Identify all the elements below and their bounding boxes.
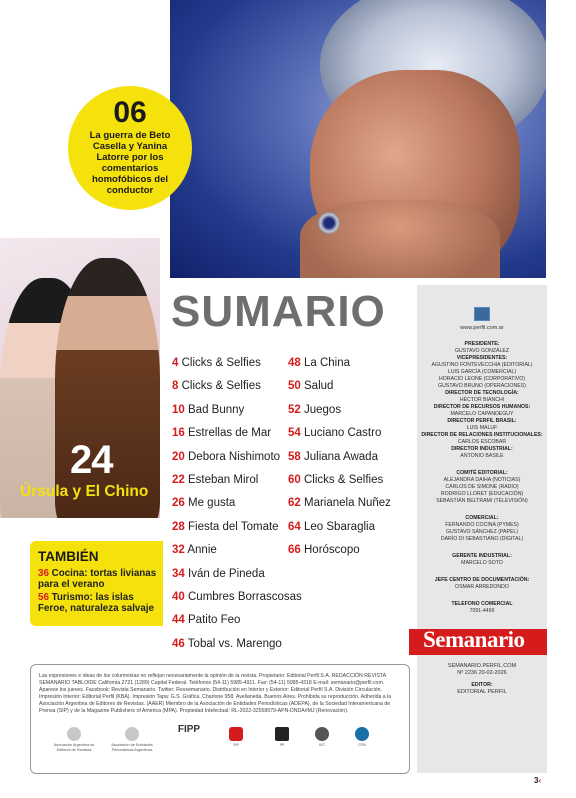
feature-24-photo[interactable] (0, 238, 160, 518)
contents-item[interactable]: 46 Tobal vs. Marengo (172, 637, 282, 650)
contents-item[interactable]: 26 Me gusta (172, 497, 236, 510)
cpa-icon (355, 727, 369, 741)
cpa-logo: CPA (347, 727, 377, 748)
brand-info: SEMANARIO.PERFIL.COM Nº 2236 20-02-2026 EDITOR: EDITORIAL PERFIL (417, 663, 547, 696)
tambien-item[interactable]: 36 Cocina: tortas livianas para el verano (38, 568, 157, 590)
contents-item[interactable]: 52 Juegos (288, 403, 342, 416)
contents-item[interactable]: 60 Clicks & Selfies (288, 474, 384, 487)
contents-item[interactable]: 22 Esteban Mirol (172, 474, 259, 487)
feature-06-text: La guerra de Beto Casella y Yanina Latorre por los comentarios homofóbicos del conductor (89, 130, 171, 196)
legal-text: Las expresiones e ideas de los columnistas no reflejan necesariamente la opinión de la revista. Propietario: Editorial Perfil S.A. REDACCIÓN REVISTA SEMANARIO TABLOIDE California 2721 (1289) Capital Federal. Teléfonos (54-11) 5985-4911. Fax: (54-11) 5985-4318 E-mail: semanario@perfil.com. Aparece los jueves. Facebook: Revista Semanario. Twitter: Revsemanario. Distribución en Interior y Exterior: Editorial Perfil S.A. División Circulación. Impresión Interior: Editorial Perfil (KBA). Impresión Tapa: G.S. Gráfica. Charlone 958. Avellaneda. Buenos Aires. Prohibida su reproducción. Adherida a la Asociación Argentina de Editores de Revistas. (AAER) Miembro de la Asociación de Entidades Periodísticas (ADEPA), de la Sociedad Interamericana de Prensa (SIP) y de la Magazine Publishers of America (MPA). Propiedad Intelectual: RL-2022-32558979-APN-DNDA#MJ (Renovación). (39, 673, 392, 714)
contents-item[interactable]: 48 La China (288, 357, 351, 369)
contents-item[interactable]: 4 Clicks & Selfies (172, 357, 261, 369)
contents-item[interactable]: 20 Debora Nishimoto (172, 450, 281, 463)
telefono-comercial: TELEFONO COMERCIAL 7091-4499 (451, 601, 513, 614)
fipp-logo: FIPP (177, 724, 201, 735)
legal-box (30, 664, 410, 774)
feature-06-number: 06 (113, 96, 147, 129)
semanario-logo-text: Semanario (423, 627, 525, 652)
contents-item[interactable]: 62 Marianela Nuñez (288, 497, 391, 510)
association-logos (39, 724, 399, 767)
feature-06-badge[interactable] (68, 86, 192, 210)
contents-item[interactable]: 32 Annie (172, 544, 217, 557)
staff-panel (417, 285, 547, 773)
contents-item[interactable]: 54 Luciano Castro (288, 427, 382, 440)
perfil-url[interactable]: www.perfil.com.ar (460, 325, 504, 331)
issue-number: Nº 2236 20-02-2026 (457, 670, 507, 676)
aaer-icon (67, 727, 81, 741)
sip-logo: SIP (221, 727, 251, 748)
contents-column-2 (288, 352, 391, 563)
comite-editorial: COMITÉ EDITORIAL: ALEJANDRA DAIHA (NOTICIAS) CARLOS DE SIMONE (RADIO) RODRIGO LLORET (EDUCACIÓN) SEBASTIÁN BELTRAMI (TELEVISIÓN) (436, 470, 528, 504)
sip-icon (229, 727, 243, 741)
ivc-logo: IVC (307, 727, 337, 748)
contents-column-1 (172, 352, 302, 656)
perfil-logo-icon (474, 307, 490, 321)
contents-item[interactable]: 8 Clicks & Selfies (172, 380, 261, 393)
contents-item[interactable]: 34 Iván de Pineda (172, 567, 265, 580)
contents-item[interactable]: 16 Estrellas de Mar (172, 427, 272, 440)
page-number: 3‹ (534, 776, 542, 785)
contents-item[interactable]: 64 Leo Sbaraglia (288, 520, 375, 533)
aaer-logo: Asociación Argentina de Editores de Revistas (49, 727, 99, 753)
semanario-logo (409, 629, 547, 655)
ring-icon (318, 212, 340, 234)
adepa-logo: Asociación de Entidades Periodísticas Argentinas (107, 727, 157, 753)
tambien-heading: TAMBIÉN (38, 549, 99, 564)
tambien-box (30, 541, 163, 626)
contents-item[interactable]: 28 Fiesta del Tomate (172, 520, 279, 533)
tambien-item[interactable]: 56 Turismo: las islas Feroe, naturaleza salvaje (38, 592, 154, 614)
ipi-logo: IPI (267, 727, 297, 748)
ipi-icon (275, 727, 289, 741)
staff-roles: PRESIDENTE: GUSTAVO GONZÁLEZ VICEPRESIDENTES: AGUSTINO FONTEVECCHIA (EDITORIAL) LUIS GARCÍA (COMERCIAL) HORACIO LEONE (CORPORATIVO) GUSTAVO BRUNO (OPERACIONES) DIRECTOR DE TECNOLOGÍA: HÉCTOR BIANCHI DIRECTOR DE RECURSOS HUMANOS: MARCELO CAPANDEGUY DIRECTOR PERFIL BRASIL: LUIS MALUF DIRECTOR DE RELACIONES INSTITUCIONALES: CARLOS ESCOBAR DIRECTOR INDUSTRIAL: ANTONIO BASILE (421, 341, 543, 459)
feature-24-number: 24 (70, 438, 113, 482)
brand-url[interactable]: SEMANARIO.PERFIL.COM (447, 663, 517, 669)
arrow-icon: ‹ (538, 776, 542, 785)
page-title: SUMARIO (171, 287, 386, 336)
comercial: COMERCIAL: FERNANDO COCINA (PYMES) GUSTAVO SÁNCHEZ (PAPEL) DARÍO DI SEBASTIANO (DIGITAL) (440, 515, 524, 542)
contents-item[interactable]: 40 Cumbres Borrascosas (172, 591, 302, 604)
contents-item[interactable]: 66 Horóscopo (288, 544, 360, 557)
contents-item[interactable]: 58 Juliana Awada (288, 450, 378, 463)
ivc-icon (315, 727, 329, 741)
adepa-icon (125, 727, 139, 741)
contents-item[interactable]: 44 Patito Feo (172, 614, 241, 627)
hero-photo (170, 0, 546, 278)
feature-24-name: Úrsula y El Chino (20, 483, 149, 500)
jefe-documentacion: JEFE CENTRO DE DOCUMENTACIÓN: OSMAR ARREDONDO (434, 577, 530, 590)
gerente-industrial: GERENTE INDUSTRIAL: MARCELO SOTO (452, 553, 512, 566)
contents-item[interactable]: 50 Salud (288, 380, 334, 393)
contents-item[interactable]: 10 Bad Bunny (172, 403, 245, 416)
